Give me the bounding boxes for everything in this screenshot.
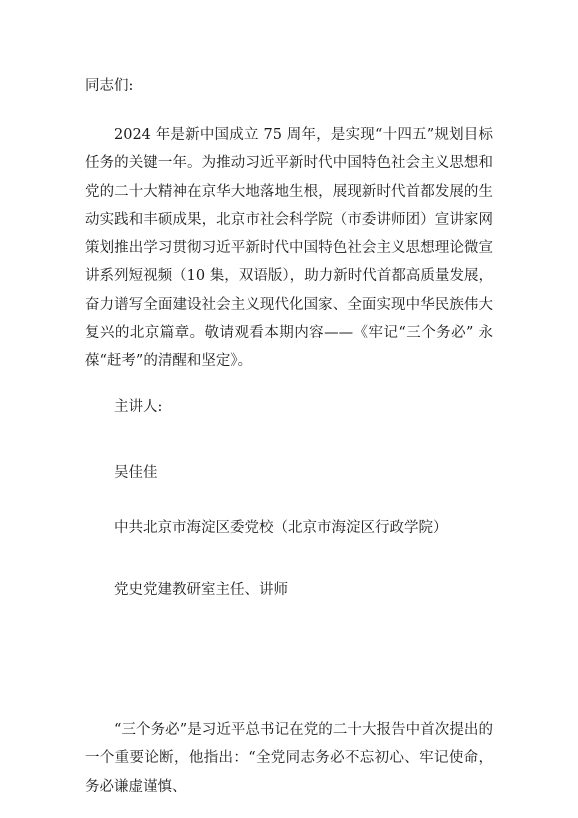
intro-paragraph: 2024 年是新中国成立 75 周年，是实现“十四五”规划目标任务的关键一年。为推动习近平新时代中国特色社会主义思想和党的二十大精神在京华大地落地生根，展现新时代首都发展的生动实践和丰硕成果，北京市社会科学院（市委讲师团）宣讲家网策划推出学习贯彻习近平新时代中国特色社会主义思想理论微宣讲系列短视频（10 集，双语版），助力新时代首都高质量发展，奋力谱写全面建设社会主义现代化国家、全面实现中华民族伟大复兴的北京篇章。敬请观看本期内容——《牢记“三个务必” 永葆“赶考”的清醒和坚定》。 — [85, 127, 493, 370]
speaker-name: 吴佳佳 — [114, 465, 158, 481]
speaker-position: 党史党建教研室主任、讲师 — [114, 582, 288, 598]
speaker-organization: 中共北京市海淀区委党校（北京市海淀区行政学院） — [114, 520, 448, 536]
speaker-label: 主讲人: — [114, 399, 163, 415]
salutation: 同志们: — [85, 78, 134, 94]
body-paragraph: “三个务必”是习近平总书记在党的二十大报告中首次提出的一个重要论断，他指出：“全党同志务必不忘初心、牢记使命，务必谦虚谨慎、 — [85, 722, 493, 795]
